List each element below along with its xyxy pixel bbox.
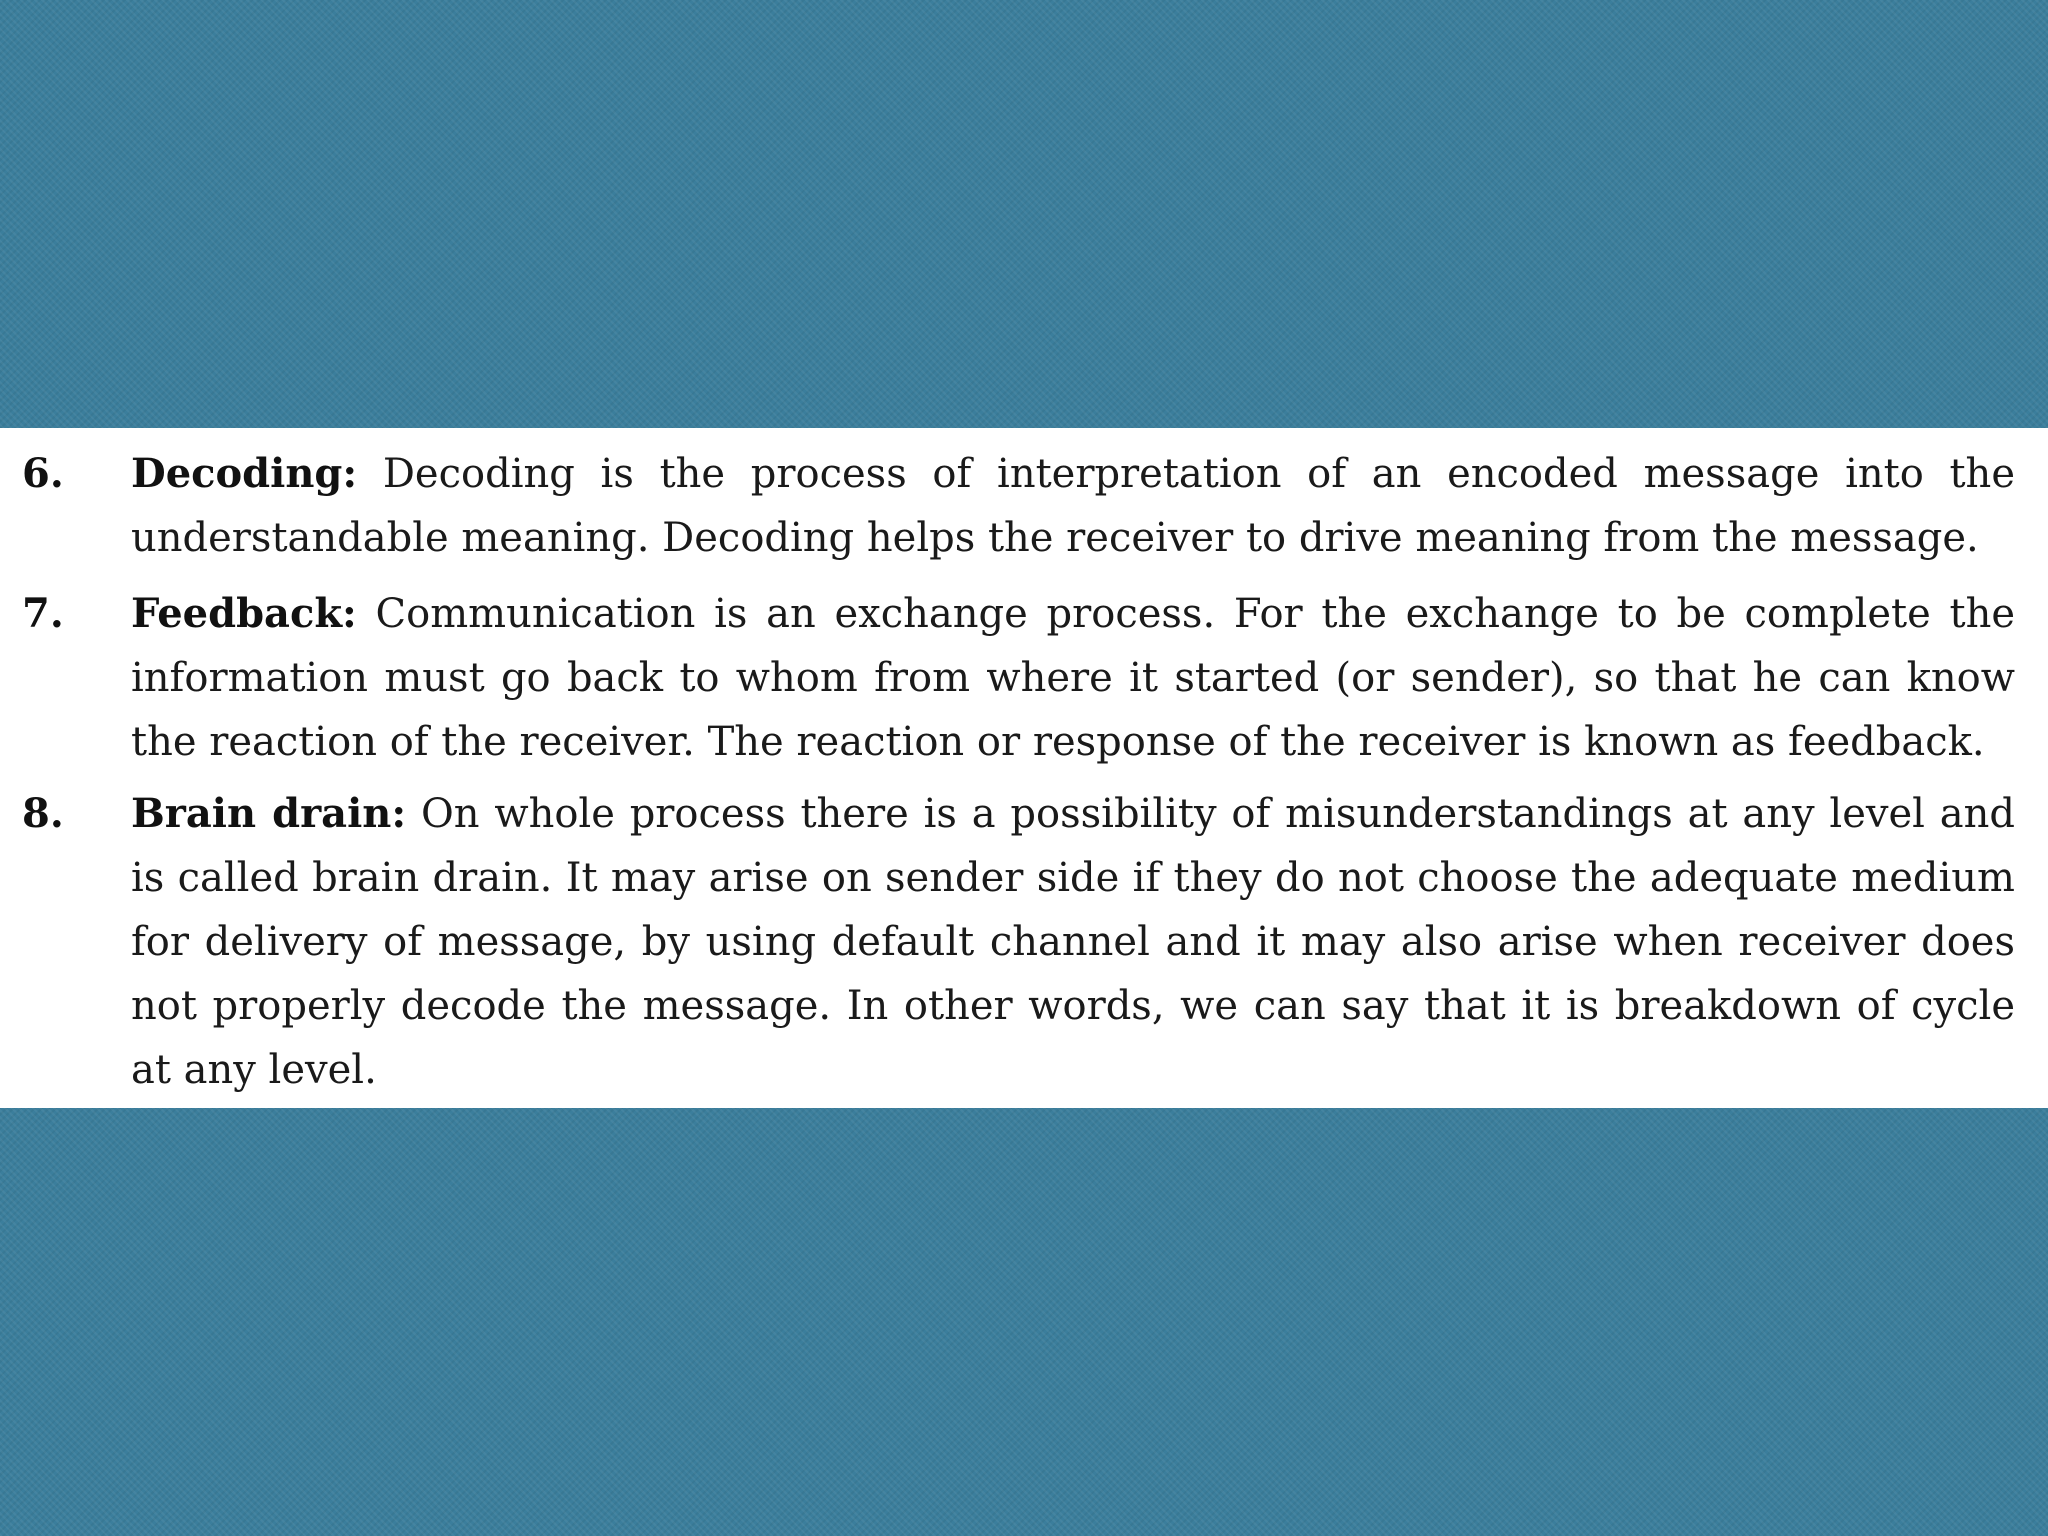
item-number: 6. [22,450,64,497]
item-text: Communication is an exchange process. For the exchange to be complete the information must go back to whom from where it started (or sender), so that he can know the reaction of the receiver. The reaction or response of the receiver is known as feedback. [131,591,2015,765]
item-body [131,582,2015,774]
item-title: Brain drain: [131,790,407,837]
item-title: Decoding: [131,450,358,497]
item-title: Feedback: [131,590,357,637]
item-body [131,442,2015,570]
item-text: Decoding is the process of interpretation of an encoded message into the understandable meaning. Decoding helps the receiver to drive meaning from the message. [131,451,2015,561]
item-body [131,782,2015,1102]
item-number: 7. [22,590,64,637]
item-number: 8. [22,790,64,837]
item-text: On whole process there is a possibility of misunderstandings at any level and is called brain drain. It may arise on sender side if they do not choose the adequate medium for delivery of message, by using default channel and it may also arise when receiver does not properly decode the message. In other words, we can say that it is breakdown of cycle at any level. [131,791,2015,1093]
